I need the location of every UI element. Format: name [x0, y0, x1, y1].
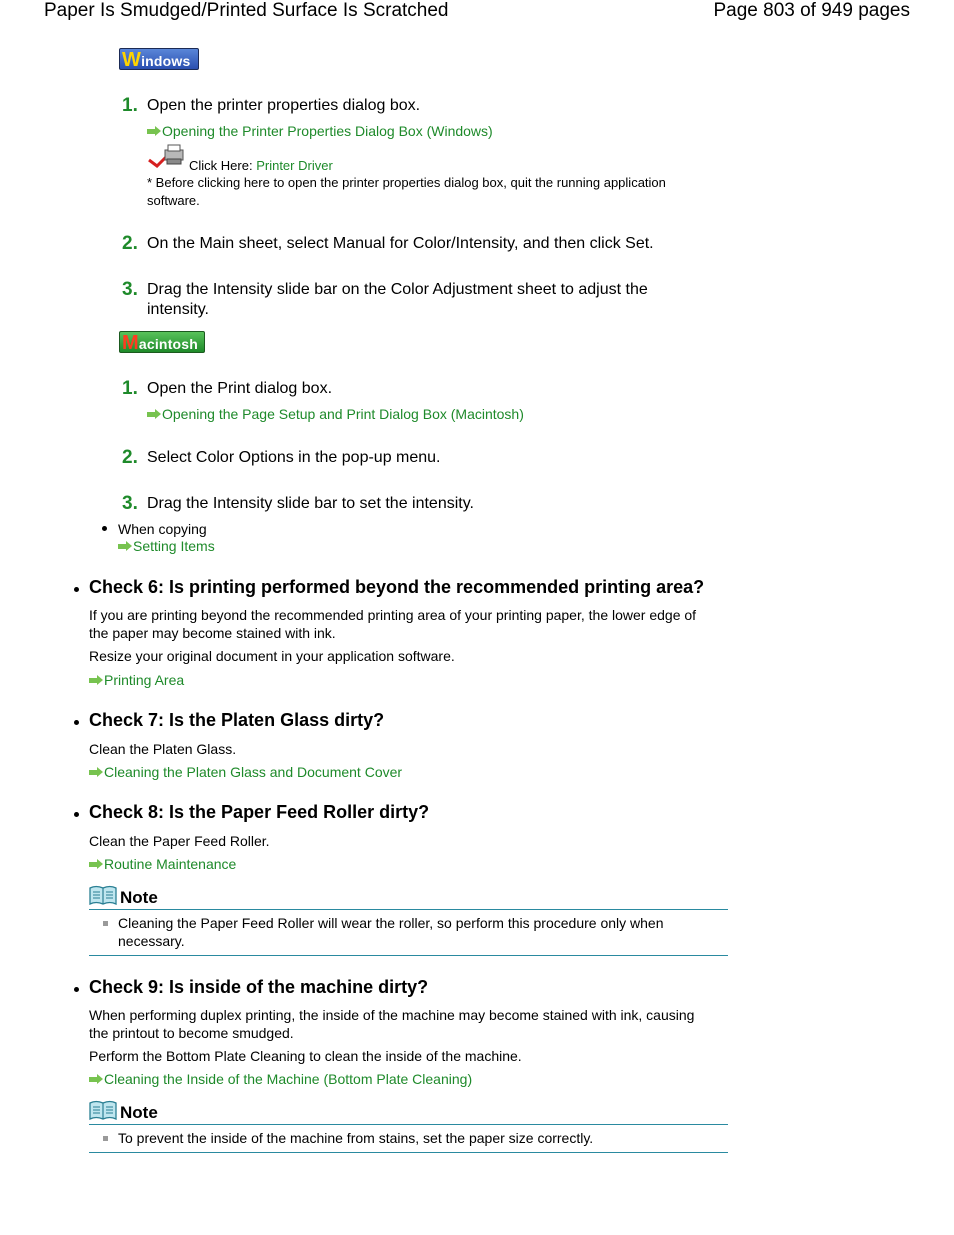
note-book-icon [89, 885, 117, 905]
windows-step-2-text: On the Main sheet, select Manual for Color/Intensity, and then click Set. [147, 235, 654, 252]
platen-glass-link[interactable]: Cleaning the Platen Glass and Document Cover [89, 764, 402, 782]
check7-heading: Check 7: Is the Platen Glass dirty? [89, 710, 385, 730]
macintosh-badge-rest: acintosh [138, 336, 199, 352]
windows-badge-icon [119, 48, 199, 70]
check8-note-title: Note [120, 888, 158, 907]
page-counter: Page 803 of 949 pages [713, 0, 910, 21]
windows-badge-initial: W [122, 49, 142, 71]
check9-bullet [74, 987, 79, 992]
check8-note-bottom-rule [89, 955, 728, 956]
macintosh-badge-initial: M [122, 332, 139, 354]
printer-shortcut-icon[interactable] [147, 142, 187, 170]
check9-paragraph-2: Perform the Bottom Plate Cleaning to clean the inside of the machine. [89, 1048, 522, 1064]
setting-items-link[interactable]: Setting Items [118, 538, 215, 556]
macintosh-badge-icon [119, 331, 205, 353]
click-here-row [189, 157, 333, 175]
copying-bullet [102, 526, 107, 531]
click-here-note-line2: software. [147, 193, 200, 208]
arrow-right-icon [89, 1075, 103, 1084]
mac-step-2-text: Select Color Options in the pop-up menu. [147, 449, 441, 466]
check8-note-line1: Cleaning the Paper Feed Roller will wear the roller, so perform this procedure only when [118, 915, 664, 931]
page-title: Paper Is Smudged/Printed Surface Is Scratched [44, 0, 449, 21]
mac-step-1-text: Open the Print dialog box. [147, 380, 333, 397]
mac-page-setup-link[interactable]: Opening the Page Setup and Print Dialog Box (Macintosh) [147, 406, 524, 424]
arrow-right-icon [147, 410, 161, 419]
note-book-icon [89, 1100, 117, 1120]
check6-paragraph-2: Resize your original document in your application software. [89, 648, 455, 664]
check8-bullet [74, 812, 79, 817]
check6-paragraph-line1: If you are printing beyond the recommended printing area of your printing paper, the lower edge of [89, 607, 697, 623]
check8-note-line2: necessary. [118, 933, 185, 949]
arrow-right-icon [147, 127, 161, 136]
check9-heading: Check 9: Is inside of the machine dirty? [89, 977, 429, 997]
mac-step-3-number: 3. [122, 493, 138, 514]
windows-badge-rest: indows [141, 53, 191, 69]
printing-area-link[interactable]: Printing Area [89, 672, 184, 690]
mac-step-2-number: 2. [122, 447, 138, 468]
printer-driver-link[interactable]: Printer Driver [256, 158, 333, 173]
windows-step-3-text-line2: intensity. [147, 301, 209, 318]
copying-label: When copying [118, 521, 207, 537]
arrow-right-icon [89, 768, 103, 777]
check9-note-line1: To prevent the inside of the machine from stains, set the paper size correctly. [118, 1130, 594, 1146]
check9-note-title: Note [120, 1103, 158, 1122]
check9-note-bottom-rule [89, 1152, 728, 1153]
check8-heading: Check 8: Is the Paper Feed Roller dirty? [89, 802, 430, 822]
check8-paragraph: Clean the Paper Feed Roller. [89, 833, 270, 849]
windows-step-2-number: 2. [122, 233, 138, 254]
bottom-plate-cleaning-link[interactable]: Cleaning the Inside of the Machine (Bottom Plate Cleaning) [89, 1071, 472, 1089]
check9-paragraph-line1: When performing duplex printing, the inside of the machine may become stained with ink, causing [89, 1007, 695, 1023]
arrow-right-icon [118, 542, 132, 551]
check7-bullet [74, 720, 79, 725]
arrow-right-icon [89, 676, 103, 685]
mac-step-1-number: 1. [122, 378, 138, 399]
click-here-note-line1: * Before clicking here to open the printer properties dialog box, quit the running application [147, 175, 666, 190]
check8-note-bullet [103, 921, 108, 926]
routine-maintenance-link[interactable]: Routine Maintenance [89, 856, 236, 874]
click-here-label: Click Here: [189, 158, 253, 173]
mac-step-3-text: Drag the Intensity slide bar to set the intensity. [147, 495, 474, 512]
windows-step-1-text: Open the printer properties dialog box. [147, 97, 421, 114]
check6-heading: Check 6: Is printing performed beyond the recommended printing area? [89, 577, 705, 597]
check7-paragraph: Clean the Platen Glass. [89, 741, 237, 757]
check6-paragraph-line2: the paper may become stained with ink. [89, 625, 336, 641]
check9-paragraph-line2: the printout to become smudged. [89, 1025, 294, 1041]
check9-note-bullet [103, 1136, 108, 1141]
windows-printer-properties-link[interactable]: Opening the Printer Properties Dialog Box (Windows) [147, 123, 493, 141]
windows-step-1-number: 1. [122, 95, 138, 116]
arrow-right-icon [89, 860, 103, 869]
check6-bullet [74, 587, 79, 592]
windows-step-3-text-line1: Drag the Intensity slide bar on the Color Adjustment sheet to adjust the [147, 281, 648, 298]
check8-note-top-rule [89, 909, 728, 910]
windows-step-3-number: 3. [122, 279, 138, 300]
check9-note-top-rule [89, 1124, 728, 1125]
